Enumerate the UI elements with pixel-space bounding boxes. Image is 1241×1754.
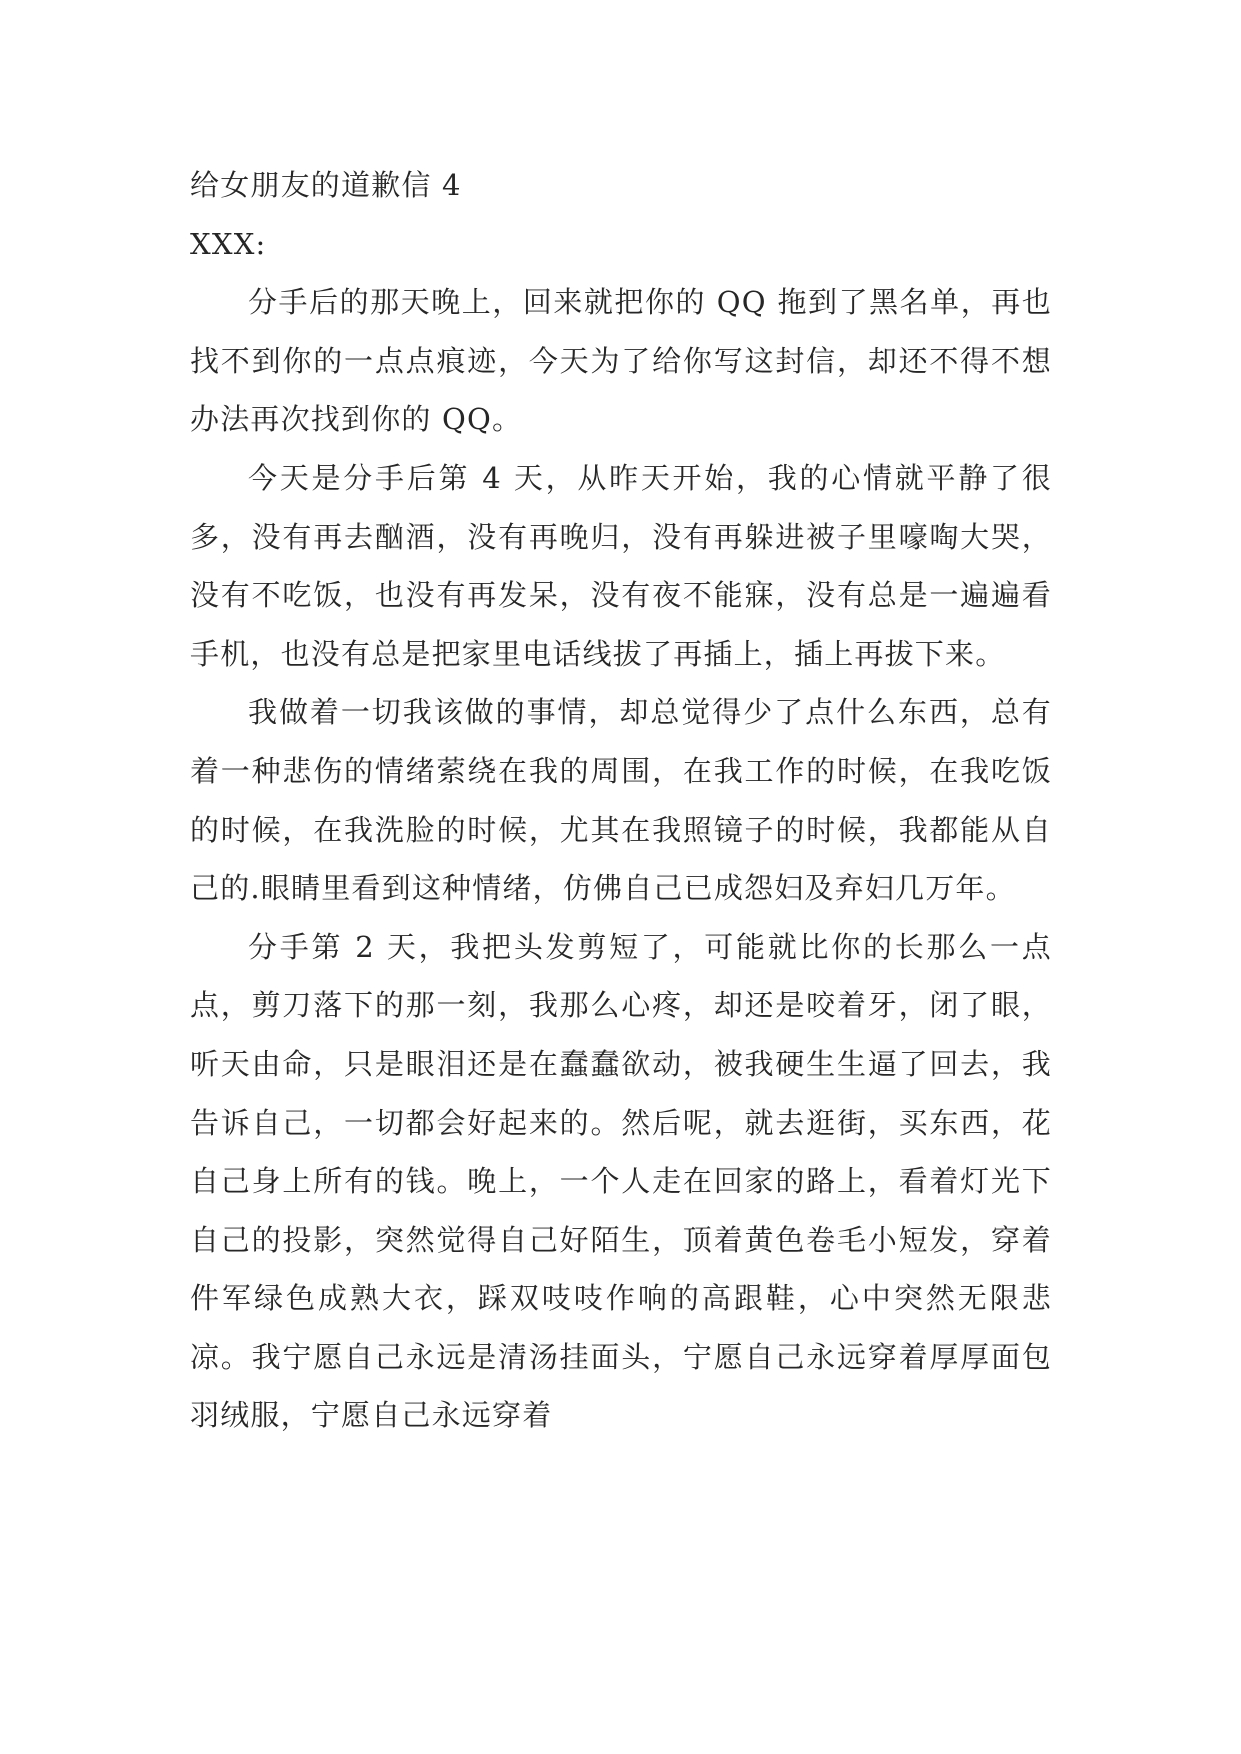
letter-title: 给女朋友的道歉信 4: [190, 168, 462, 202]
letter-body: [190, 156, 1052, 1445]
paragraph-2: 今天是分手后第 4 天，从昨天开始，我的心情就平静了很多，没有再去酗酒，没有再晚归，没有再躲进被子里嚎啕大哭，没有不吃饭，也没有再发呆，没有夜不能寐，没有总是一遍遍看手机，也没有总是把家里电话线拔了再插上，插上再拔下来。: [190, 460, 1052, 671]
paragraph-1: 分手后的那天晚上，回来就把你的 QQ 拖到了黑名单，再也找不到你的一点点痕迹，今天为了给你写这封信，却还不得不想办法再次找到你的 QQ。: [190, 285, 1052, 437]
paragraph-4: 分手第 2 天，我把头发剪短了，可能就比你的长那么一点点，剪刀落下的那一刻，我那么心疼，却还是咬着牙，闭了眼，听天由命，只是眼泪还是在蠢蠢欲动，被我硬生生逼了回去，我告诉自己，一切都会好起来的。然后呢，就去逛街，买东西，花自己身上所有的钱。晚上，一个人走在回家的路上，看着灯光下自己的投影，突然觉得自己好陌生，顶着黄色卷毛小短发，穿着件军绿色成熟大衣，踩双吱吱作响的高跟鞋，心中突然无限悲凉。我宁愿自己永远是清汤挂面头，宁愿自己永远穿着厚厚面包羽绒服，宁愿自己永远穿着: [190, 929, 1052, 1433]
paragraph-3: 我做着一切我该做的事情，却总觉得少了点什么东西，总有着一种悲伤的情绪萦绕在我的周围，在我工作的时候，在我吃饭的时候，在我洗脸的时候，尤其在我照镜子的时候，我都能从自己的.眼睛里看到这种情绪，仿佛自己已成怨妇及弃妇几万年。: [190, 695, 1052, 906]
letter-salutation: XXX:: [190, 226, 267, 261]
